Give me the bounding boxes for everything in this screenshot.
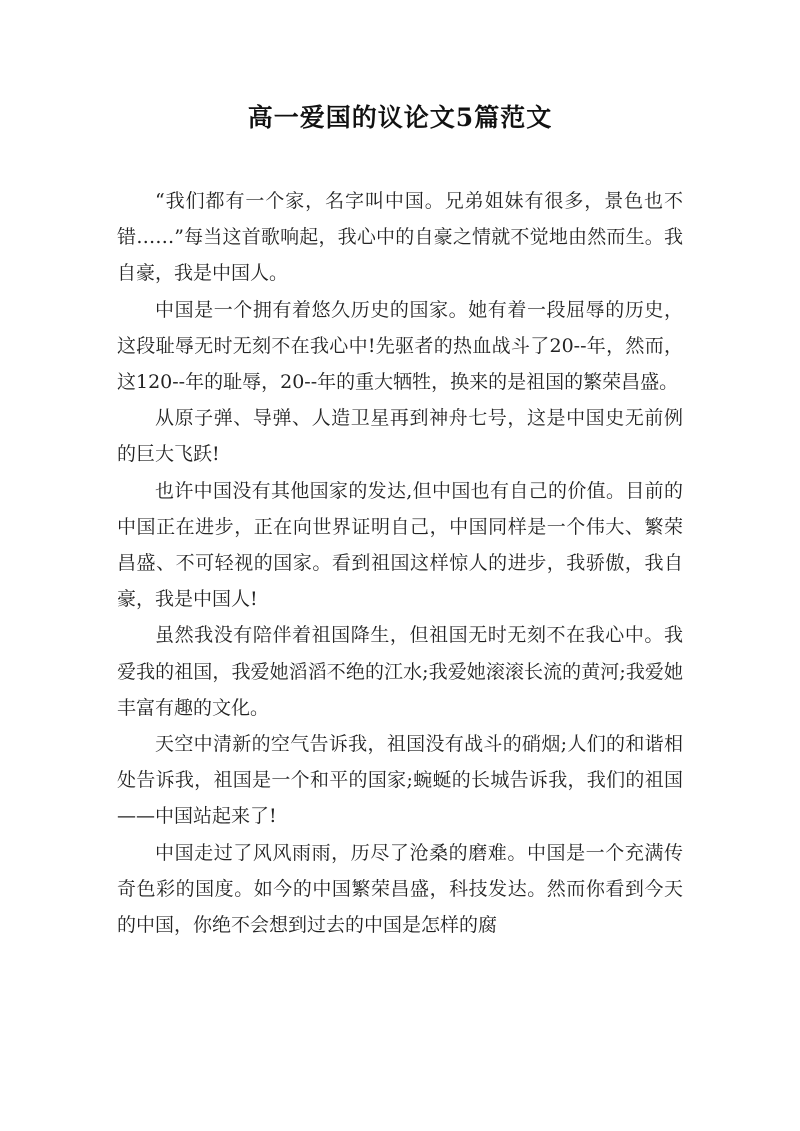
paragraph-4: 也许中国没有其他国家的发达,但中国也有自己的价值。目前的中国正在进步，正在向世界证明自己，中国同样是一个伟大、繁荣昌盛、不可轻视的国家。看到祖国这样惊人的进步，我骄傲，我自豪，我是中国人! <box>117 479 683 611</box>
paragraph-5: 虽然我没有陪伴着祖国降生，但祖国无时无刻不在我心中。我爱我的祖国，我爱她滔滔不绝的江水;我爱她滚滚长流的黄河;我爱她丰富有趣的文化。 <box>117 624 683 719</box>
paragraph-2: 中国是一个拥有着悠久历史的国家。她有着一段屈辱的历史，这段耻辱无时无刻不在我心中!先驱者的热血战斗了20--年，然而，这120--年的耻辱，20--年的重大牺牲，换来的是祖国的繁荣昌盛。 <box>117 298 683 394</box>
document-body <box>117 183 683 943</box>
paragraph-1: “我们都有一个家，名字叫中国。兄弟姐妹有很多，景色也不错……”每当这首歌响起，我心中的自豪之情就不觉地由然而生。我自豪，我是中国人。 <box>117 190 683 285</box>
paragraph-6: 天空中清新的空气告诉我，祖国没有战斗的硝烟;人们的和谐相处告诉我，祖国是一个和平的国家;蜿蜒的长城告诉我，我们的祖国——中国站起来了! <box>117 733 683 828</box>
paragraph-3: 从原子弹、导弹、人造卫星再到神舟七号，这是中国史无前例的巨大飞跃! <box>117 407 683 466</box>
document-title: 高一爱国的议论文5篇范文 <box>247 103 553 132</box>
paragraph-7: 中国走过了风风雨雨，历尽了沧桑的磨难。中国是一个充满传奇色彩的国度。如今的中国繁荣昌盛，科技发达。然而你看到今天的中国，你绝不会想到过去的中国是怎样的腐 <box>117 841 683 937</box>
